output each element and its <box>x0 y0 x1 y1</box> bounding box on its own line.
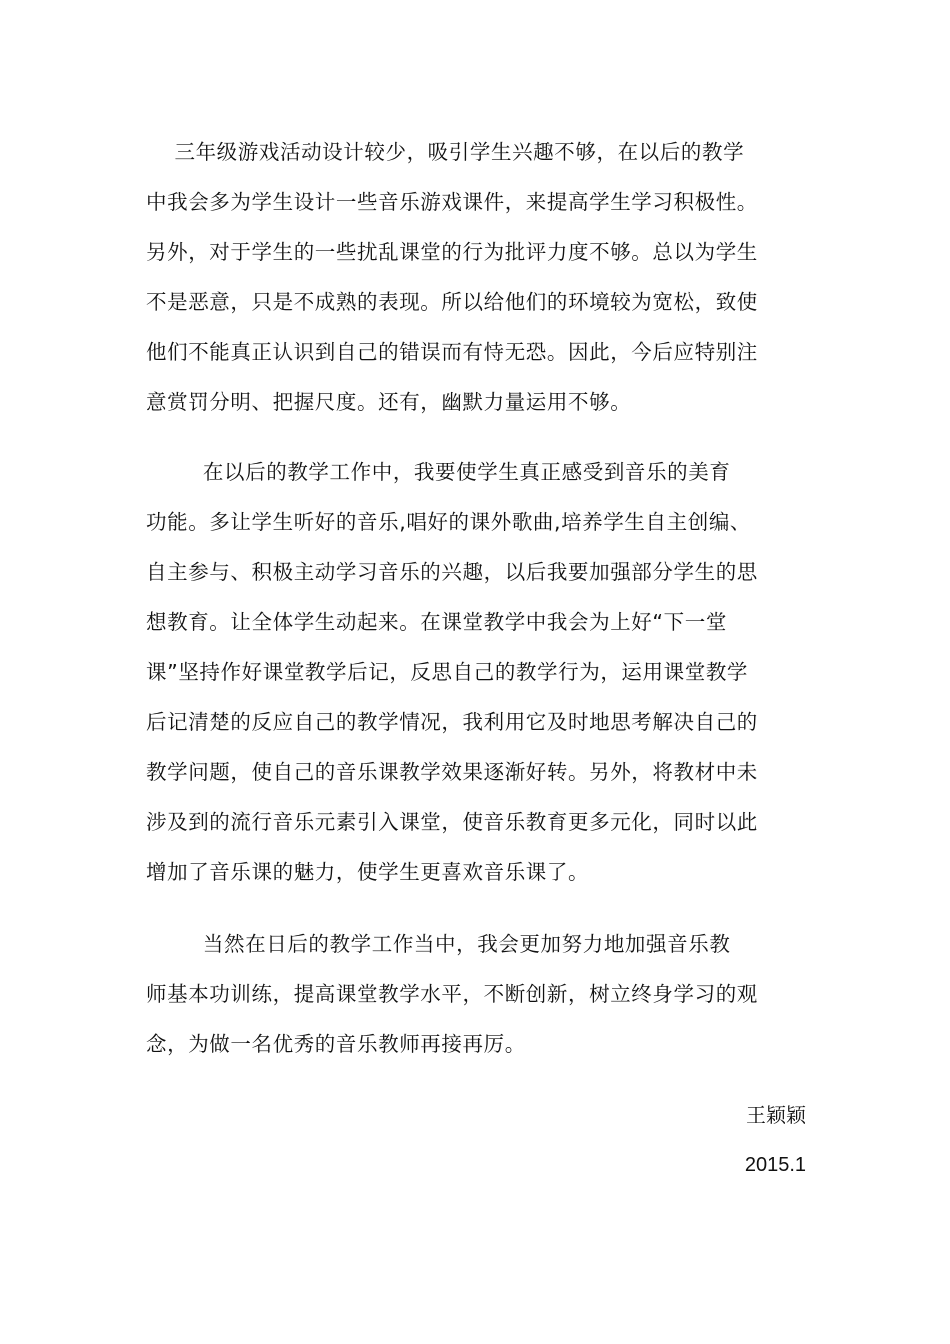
paragraph-2-line-2: 功能。多让学生听好的音乐,唱好的课外歌曲,培养学生自主创编、 <box>146 510 752 534</box>
paragraph-1-line-3: 另外，对于学生的一些扰乱课堂的行为批评力度不够。总以为学生 <box>146 240 758 264</box>
paragraph-2-line-3: 自主参与、积极主动学习音乐的兴趣，以后我要加强部分学生的思 <box>146 560 758 584</box>
paragraph-2-line-9: 增加了音乐课的魅力，使学生更喜欢音乐课了。 <box>146 860 590 884</box>
signature-name: 王颖颖 <box>746 1103 806 1127</box>
paragraph-3-line-1: 当然在日后的教学工作当中，我会更加努力地加强音乐教 <box>146 932 731 956</box>
paragraph-3-line-3: 念，为做一名优秀的音乐教师再接再厉。 <box>146 1032 526 1056</box>
paragraph-2-line-5: 课”坚持作好课堂教学后记，反思自己的教学行为，运用课堂教学 <box>146 660 749 684</box>
paragraph-1-line-4: 不是恶意，只是不成熟的表现。所以给他们的环境较为宽松，致使 <box>146 290 758 314</box>
paragraph-2-line-7: 教学问题，使自己的音乐课教学效果逐渐好转。另外，将教材中未 <box>146 760 758 784</box>
paragraph-2-line-6: 后记清楚的反应自己的教学情况，我利用它及时地思考解决自己的 <box>146 710 758 734</box>
paragraph-1-line-2: 中我会多为学生设计一些音乐游戏课件，来提高学生学习积极性。 <box>146 190 758 214</box>
paragraph-2-line-4: 想教育。让全体学生动起来。在课堂教学中我会为上好“下一堂 <box>146 610 727 634</box>
paragraph-1-line-6: 意赏罚分明、把握尺度。还有，幽默力量运用不够。 <box>146 390 632 414</box>
paragraph-3-line-2: 师基本功训练，提高课堂教学水平，不断创新，树立终身学习的观 <box>146 982 758 1006</box>
signature-date: 2015.1 <box>744 1154 806 1176</box>
paragraph-2-line-1: 在以后的教学工作中，我要使学生真正感受到音乐的美育 <box>146 460 731 484</box>
paragraph-1-line-1: 三年级游戏活动设计较少，吸引学生兴趣不够，在以后的教学 <box>146 140 745 164</box>
paragraph-2-line-8: 涉及到的流行音乐元素引入课堂，使音乐教育更多元化，同时以此 <box>146 810 758 834</box>
paragraph-1-line-5: 他们不能真正认识到自己的错误而有恃无恐。因此，今后应特别注 <box>146 340 758 364</box>
